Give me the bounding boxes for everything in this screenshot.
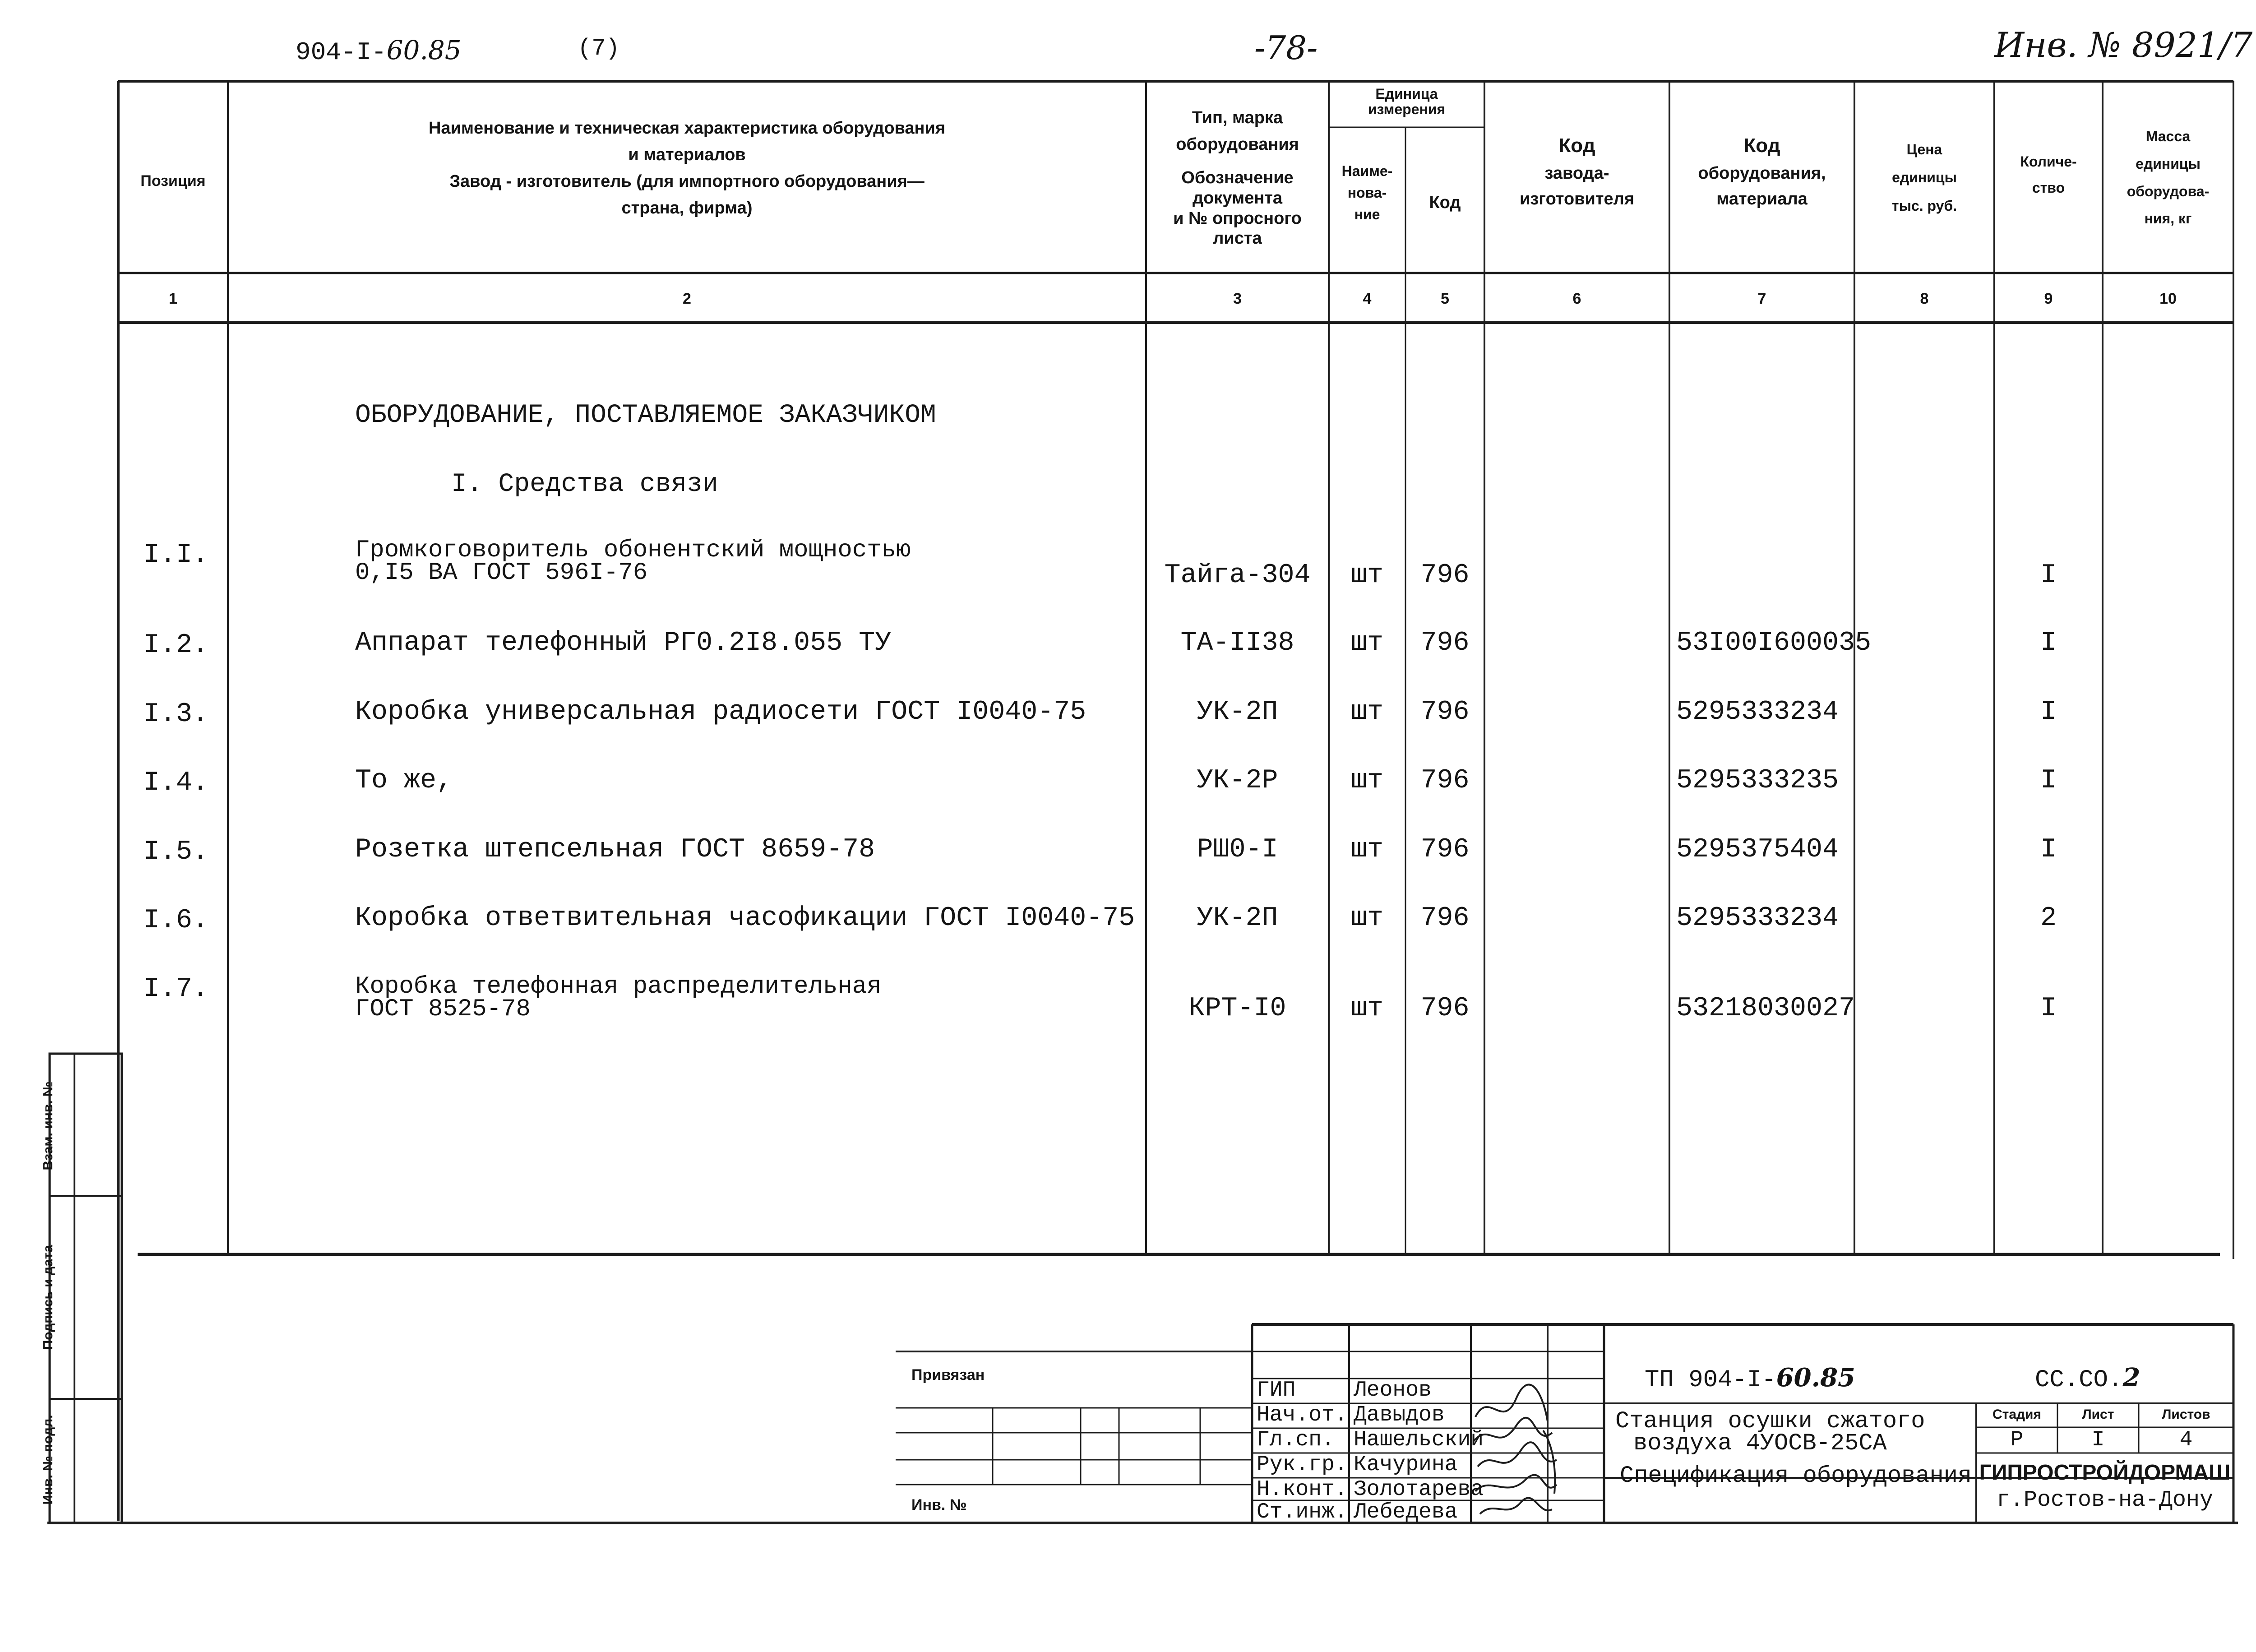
row-quantity: I — [2040, 628, 2057, 658]
header-type-line1: Тип, марка — [1192, 108, 1283, 127]
header-name-line4: страна, фирма) — [621, 198, 753, 217]
row-material-code: 53I00I600035 — [1676, 628, 1872, 658]
row-position: I.2. — [143, 630, 209, 661]
row-unit: шт — [1350, 834, 1383, 865]
sheets-label: Листов — [2162, 1407, 2210, 1422]
header-factory-code — [1484, 131, 1669, 212]
row-unit-code: 796 — [1420, 697, 1470, 727]
sheet-label: Лист — [2082, 1407, 2114, 1422]
row-name: Коробка универсальная радиосети ГОСТ I0040-75 — [355, 697, 1086, 727]
role-department-head: Нач.от. — [1257, 1403, 1348, 1427]
header-unit-group-line1: Единица — [1375, 86, 1438, 102]
header-quantity-line1: Количе- — [2020, 153, 2077, 170]
inventory-label: Инв. № — [911, 1496, 967, 1513]
header-factory-code-line1: Код — [1558, 134, 1595, 157]
header-type — [1146, 105, 1329, 158]
row-position: I.6. — [143, 905, 209, 936]
row-name-line2: 0,I5 ВА ГОСТ 596I-76 — [355, 559, 648, 587]
header-unit-code: Код — [1429, 193, 1461, 212]
row-name-line1: Громкоговоритель обонентский мощностью — [355, 537, 911, 564]
column-number: 6 — [1572, 290, 1581, 307]
project-number-suffix: 60.85 — [1776, 1363, 1856, 1393]
row-quantity: I — [2040, 765, 2057, 796]
doc-code-suffix: 60.85 — [386, 35, 462, 65]
column-number: 5 — [1441, 290, 1449, 307]
row-name: Коробка ответвительная часофикации ГОСТ I0040-75 — [355, 903, 1135, 934]
header-unit-name-line2: нова- — [1347, 185, 1387, 201]
row-unit: шт — [1350, 560, 1383, 591]
row-quantity: I — [2040, 993, 2057, 1024]
row-unit: шт — [1350, 765, 1383, 796]
row-type: Тайга-304 — [1164, 560, 1311, 591]
row-quantity: 2 — [2040, 903, 2057, 934]
header-name-line2: и материалов — [628, 145, 746, 164]
row-unit: шт — [1350, 697, 1383, 727]
header-document-line2: документа — [1193, 188, 1282, 208]
row-unit: шт — [1350, 628, 1383, 658]
header-position: Позиция — [140, 172, 206, 190]
row-material-code: 5295333234 — [1676, 697, 1839, 727]
row-unit-code: 796 — [1420, 765, 1470, 796]
row-name: Аппарат телефонный РГ0.2I8.055 ТУ — [355, 628, 892, 658]
role-group-lead: Рук.гр. — [1257, 1453, 1348, 1477]
header-document — [1146, 168, 1329, 249]
doc-code — [296, 37, 462, 65]
header-mass-line3: оборудова- — [2127, 183, 2210, 199]
column-number: 1 — [169, 290, 177, 307]
row-name: То же, — [355, 765, 453, 796]
row-unit: шт — [1350, 903, 1383, 934]
inventory-number: Инв. № 8921/7 — [1994, 25, 2253, 65]
sheet-value: I — [2091, 1428, 2105, 1452]
header-unit-name-line3: ние — [1354, 206, 1380, 222]
stage-label: Стадия — [1992, 1407, 2042, 1422]
row-name — [355, 973, 882, 1023]
organization-name: ГИПРОСТРОЙДОРМАШ — [1979, 1461, 2231, 1485]
subsection-title: I. Средства связи — [451, 470, 718, 499]
header-price-line1: Цена — [1906, 141, 1942, 157]
header-unit-name-line1: Наиме- — [1341, 163, 1393, 179]
row-unit: шт — [1350, 993, 1383, 1024]
name-chief-specialist: Нашельский — [1354, 1428, 1484, 1452]
role-chief-engineer: ГИП — [1257, 1378, 1296, 1402]
header-quantity — [1994, 149, 2103, 201]
header-unit-name — [1329, 160, 1405, 225]
album-number: (7) — [578, 35, 620, 62]
column-number: 2 — [683, 290, 691, 307]
row-type: КРТ-I0 — [1188, 993, 1286, 1024]
header-type-line2: оборудования — [1176, 134, 1299, 154]
header-factory-code-line3: изготовителя — [1520, 190, 1634, 208]
row-position: I.4. — [143, 768, 209, 798]
header-name-line1: Наименование и техническая характеристика оборудования — [428, 119, 946, 138]
header-document-line3: и № опросного — [1173, 208, 1302, 228]
row-unit-code: 796 — [1420, 903, 1470, 934]
name-senior-engineer: Лебедева — [1354, 1500, 1458, 1524]
name-chief-engineer: Леонов — [1354, 1378, 1432, 1402]
row-type: УК-2П — [1197, 697, 1278, 727]
row-position: I.5. — [143, 837, 209, 867]
column-number: 3 — [1233, 290, 1242, 307]
header-unit-group-line2: измерения — [1368, 101, 1446, 117]
row-position: I.I. — [143, 540, 209, 570]
header-name — [228, 115, 1146, 222]
column-number: 7 — [1757, 290, 1766, 307]
project-number-prefix: ТП 904-I- — [1645, 1366, 1776, 1394]
page-number: -78- — [1254, 29, 1318, 67]
header-mass-line1: Масса — [2145, 128, 2191, 144]
role-senior-engineer: Ст.инж. — [1257, 1500, 1348, 1524]
column-number: 10 — [2159, 290, 2177, 307]
stamp-original-inventory: Инв. № подл. — [41, 1415, 55, 1505]
header-material-code-line2: оборудования, — [1698, 164, 1826, 183]
header-unit-group — [1329, 87, 1484, 117]
header-price — [1854, 135, 1994, 220]
row-type: РШ0-I — [1197, 834, 1278, 865]
column-number: 9 — [2044, 290, 2053, 307]
row-unit-code: 796 — [1420, 993, 1470, 1024]
object-name-line2: воздуха 4УОСВ-25СА — [1633, 1430, 1887, 1457]
header-material-code-line3: материала — [1716, 190, 1808, 208]
organization-city: г.Ростов-на-Дону — [1996, 1487, 2214, 1513]
header-price-line2: единицы — [1892, 169, 1957, 186]
row-name — [355, 537, 911, 587]
row-name-line2: ГОСТ 8525-78 — [355, 995, 531, 1023]
row-quantity: I — [2040, 834, 2057, 865]
row-name-line1: Коробка телефонная распределительная — [355, 973, 882, 1000]
header-material-code-line1: Код — [1743, 134, 1780, 157]
header-factory-code-line2: завода- — [1544, 164, 1609, 183]
row-quantity: I — [2040, 560, 2057, 591]
row-material-code: 5295333235 — [1676, 765, 1839, 796]
row-position: I.3. — [143, 699, 209, 730]
row-type: УК-2Р — [1197, 765, 1278, 796]
sheet-code — [2035, 1365, 2140, 1393]
stamp-signature-date: Подпись и дата — [41, 1245, 55, 1350]
header-document-line1: Обозначение — [1181, 168, 1294, 187]
sheets-value: 4 — [2179, 1428, 2193, 1452]
row-material-code: 53218030027 — [1676, 993, 1855, 1024]
role-chief-specialist: Гл.сп. — [1257, 1428, 1335, 1452]
sheet-code-suffix: 2 — [2122, 1363, 2140, 1393]
role-norm-control: Н.конт. — [1257, 1477, 1348, 1502]
column-number: 4 — [1363, 290, 1372, 307]
attached-label: Привязан — [911, 1366, 985, 1384]
name-group-lead: Качурина — [1354, 1453, 1458, 1477]
doc-code-prefix: 904-I- — [296, 38, 387, 67]
header-quantity-line2: ство — [2032, 179, 2065, 196]
sheet-code-prefix: СС.СО. — [2035, 1366, 2123, 1394]
section-title: ОБОРУДОВАНИЕ, ПОСТАВЛЯЕМОЕ ЗАКАЗЧИКОМ — [355, 401, 936, 430]
row-type: УК-2П — [1197, 903, 1278, 934]
row-type: ТА-II38 — [1180, 628, 1294, 658]
row-unit-code: 796 — [1420, 628, 1470, 658]
header-mass — [2103, 123, 2233, 232]
sheet-title: Спецификация оборудования — [1620, 1462, 1972, 1489]
row-name: Розетка штепсельная ГОСТ 8659-78 — [355, 834, 875, 865]
object-name — [1615, 1410, 1925, 1455]
row-quantity: I — [2040, 697, 2057, 727]
header-mass-line2: единицы — [2136, 155, 2201, 172]
column-number: 8 — [1920, 290, 1929, 307]
object-name-line1: Станция осушки сжатого — [1615, 1408, 1925, 1435]
header-material-code — [1669, 131, 1854, 212]
stage-value: Р — [2010, 1428, 2024, 1452]
header-name-line3: Завод - изготовитель (для импортного оборудования— — [449, 171, 925, 191]
row-position: I.7. — [143, 974, 209, 1004]
header-price-line3: тыс. руб. — [1891, 197, 1957, 214]
row-material-code: 5295333234 — [1676, 903, 1839, 934]
row-unit-code: 796 — [1420, 834, 1470, 865]
row-unit-code: 796 — [1420, 560, 1470, 591]
row-material-code: 5295375404 — [1676, 834, 1839, 865]
header-mass-line4: ния, кг — [2144, 210, 2192, 227]
header-document-line4: листа — [1213, 229, 1262, 248]
name-department-head: Давыдов — [1354, 1403, 1445, 1427]
stamp-replacement-inventory: Взам. инв. № — [41, 1081, 55, 1171]
project-number — [1645, 1365, 1855, 1393]
name-norm-control: Золотарева — [1354, 1477, 1484, 1502]
